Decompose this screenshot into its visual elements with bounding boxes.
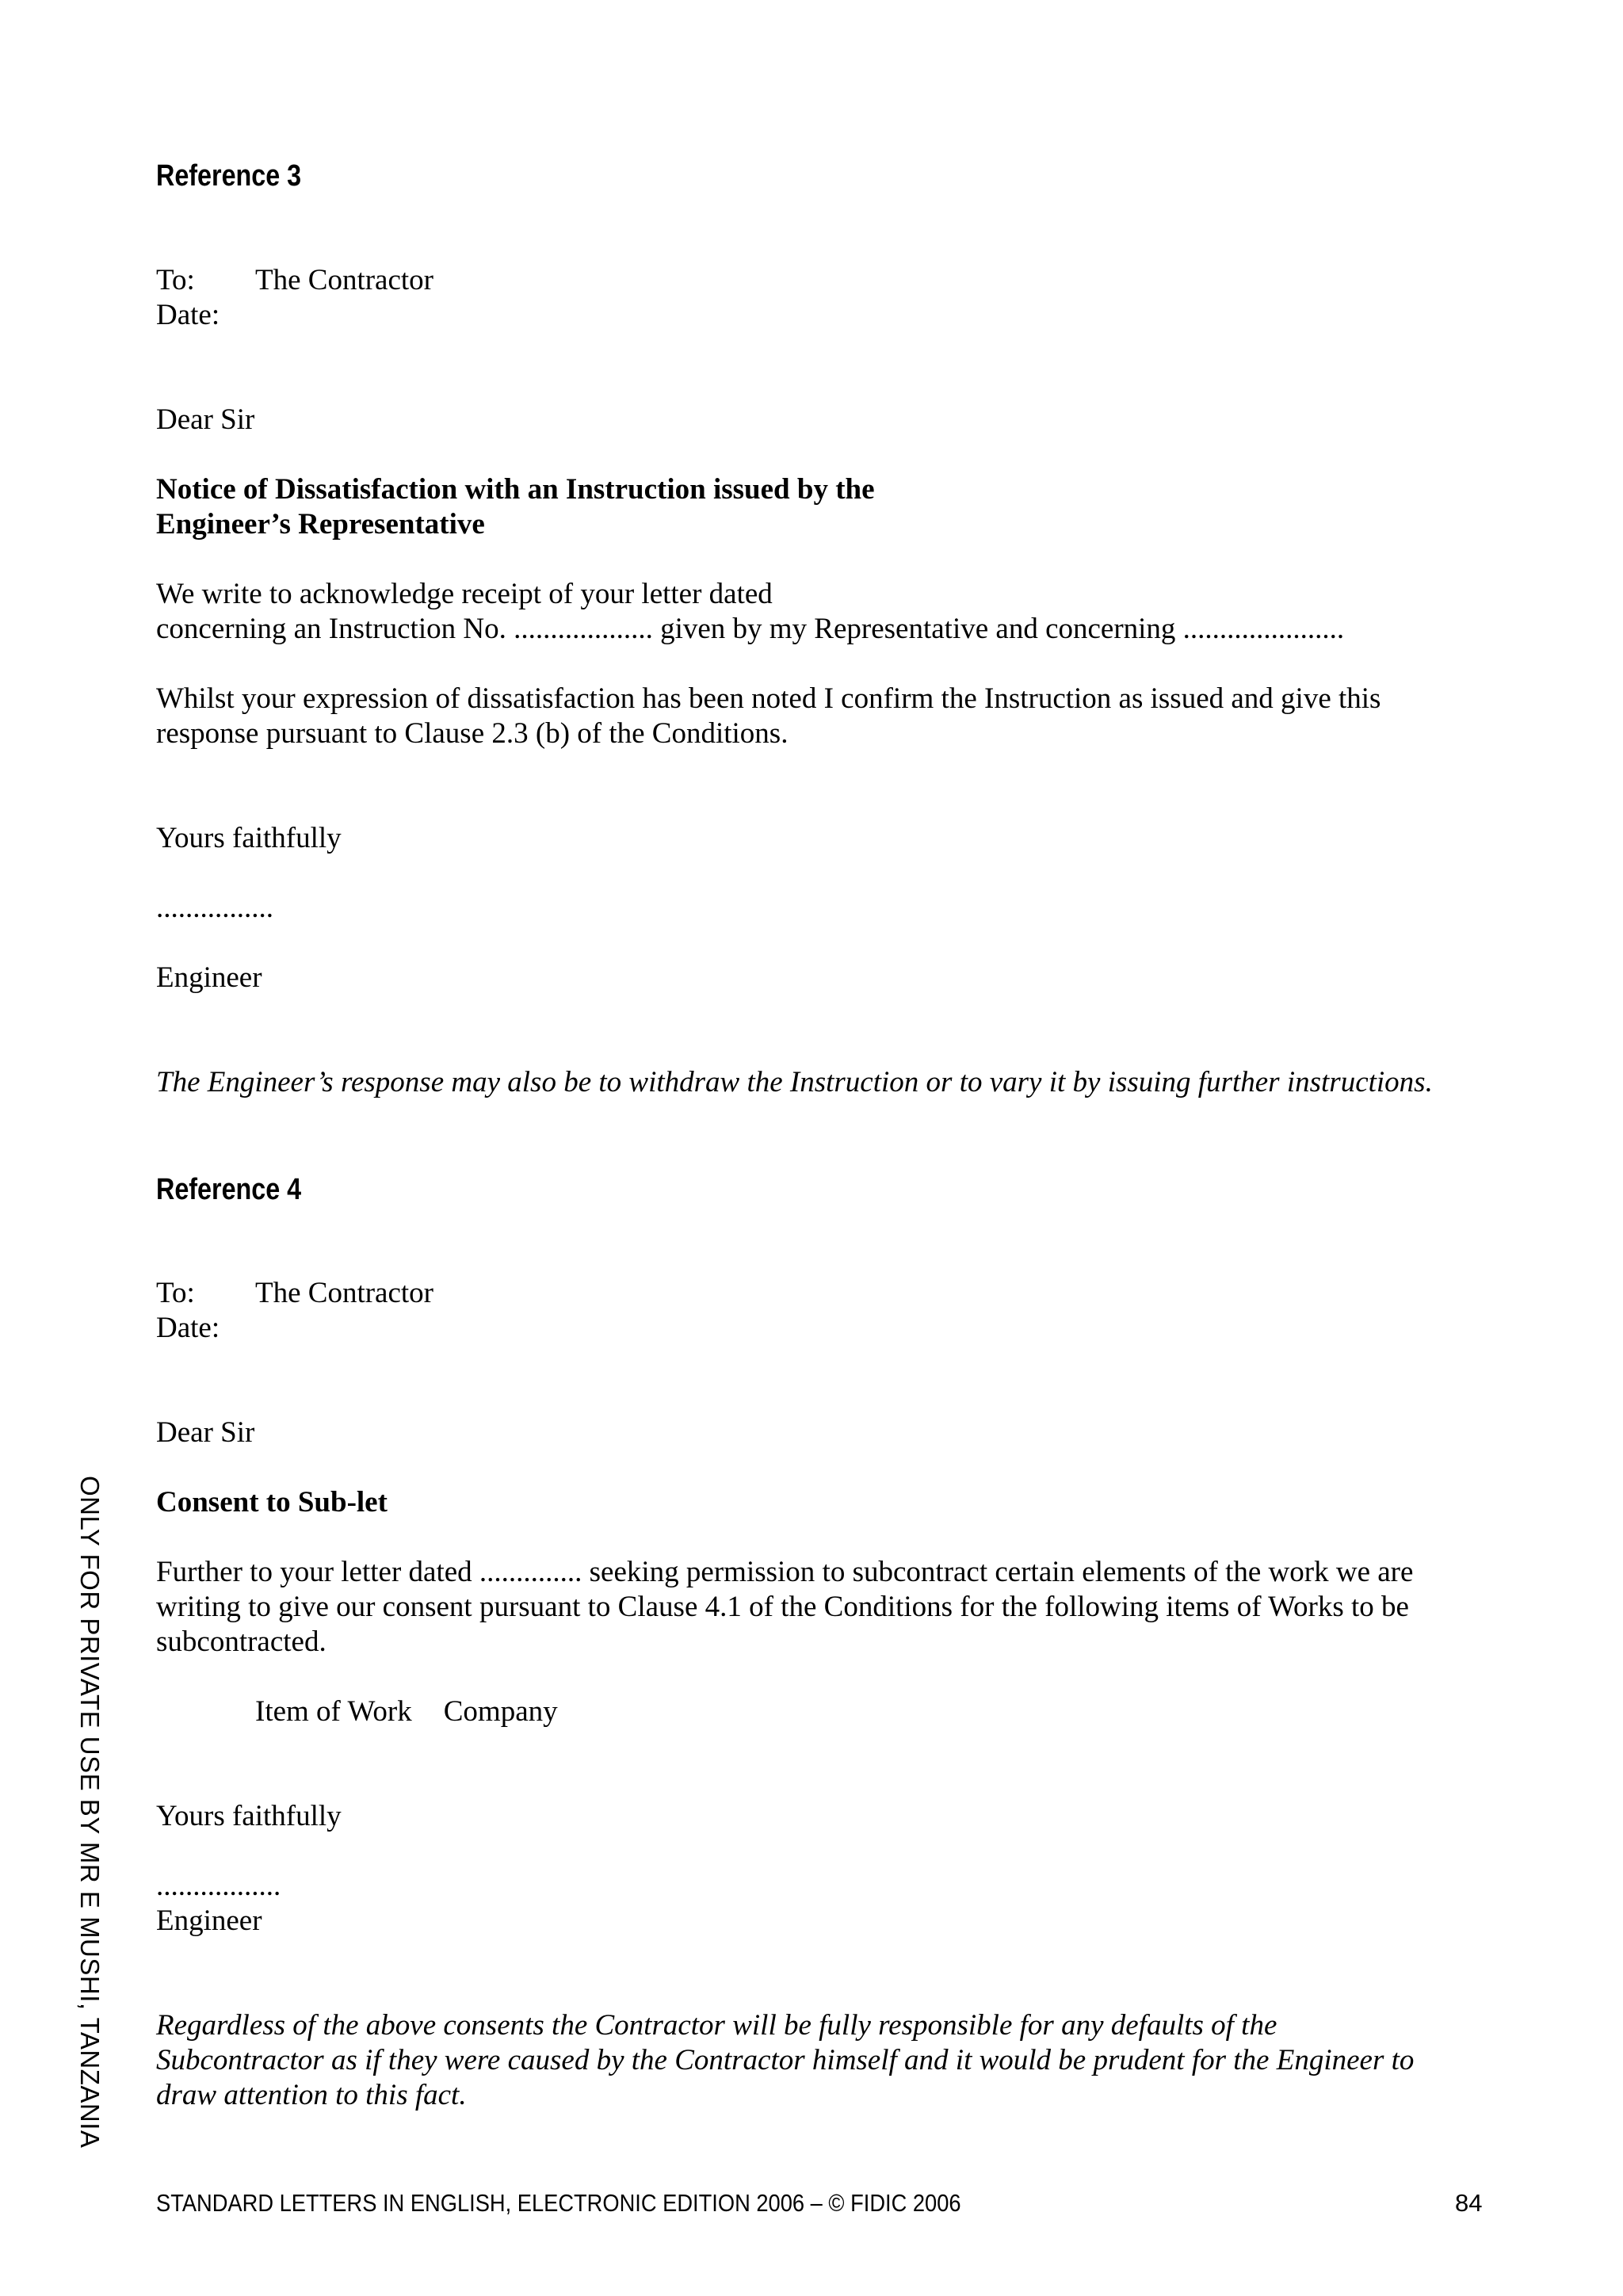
company-column: Company xyxy=(443,1695,558,1728)
page-number: 84 xyxy=(1455,2189,1483,2217)
reference-3-heading: Reference 3 xyxy=(156,159,302,193)
to-label: To: xyxy=(156,264,195,296)
item-of-work-column: Item of Work xyxy=(255,1695,412,1728)
reference-3-para-2-line-1: Whilst your expression of dissatisfaction has been noted I confirm the Instruction as issued and give this xyxy=(156,682,1381,715)
to-recipient: The Contractor xyxy=(255,1277,433,1309)
reference-3-to-line xyxy=(156,263,433,298)
reference-3-signature-line: ................ xyxy=(156,892,273,924)
reference-3-date-label: Date: xyxy=(156,299,220,331)
reference-4-to-line xyxy=(156,1276,433,1311)
to-label: To: xyxy=(156,1277,195,1309)
reference-4-note-line-1: Regardless of the above consents the Contractor will be fully responsible for any defaults of the xyxy=(156,2009,1277,2042)
reference-4-date-label: Date: xyxy=(156,1312,220,1344)
reference-4-signature-line: ................. xyxy=(156,1870,281,1902)
reference-4-para-1-line-2: writing to give our consent pursuant to Clause 4.1 of the Conditions for the following items of Works to be xyxy=(156,1591,1409,1623)
reference-4-subject: Consent to Sub-let xyxy=(156,1486,388,1519)
reference-4-note-line-3: draw attention to this fact. xyxy=(156,2079,467,2111)
reference-4-para-1-line-3: subcontracted. xyxy=(156,1626,327,1658)
to-recipient: The Contractor xyxy=(255,264,433,296)
reference-4-note-line-2: Subcontractor as if they were caused by the Contractor himself and it would be prudent for the Engineer to xyxy=(156,2044,1415,2076)
reference-3-closing: Yours faithfully xyxy=(156,822,342,854)
reference-3-para-2-line-2: response pursuant to Clause 2.3 (b) of the Conditions. xyxy=(156,717,789,750)
reference-3-salutation: Dear Sir xyxy=(156,403,255,436)
reference-4-heading: Reference 4 xyxy=(156,1173,302,1206)
private-use-watermark: ONLY FOR PRIVATE USE BY MR E MUSHI, TANZANIA xyxy=(75,1476,105,2149)
footer-copyright: STANDARD LETTERS IN ENGLISH, ELECTRONIC EDITION 2006 – © FIDIC 2006 xyxy=(156,2189,961,2217)
reference-3-para-1-line-1: We write to acknowledge receipt of your letter dated xyxy=(156,578,773,610)
reference-4-para-1-line-1: Further to your letter dated .............. seeking permission to subcontract certain elements of the work we are xyxy=(156,1556,1414,1588)
reference-3-subject-line-2: Engineer’s Representative xyxy=(156,508,485,541)
reference-3-para-1-line-2: concerning an Instruction No. ................... given by my Representative and concerning ...................... xyxy=(156,613,1345,645)
reference-3-subject-line-1: Notice of Dissatisfaction with an Instruction issued by the xyxy=(156,473,875,506)
reference-4-items-table-header xyxy=(255,1694,558,1729)
reference-3-signatory: Engineer xyxy=(156,961,262,994)
reference-4-salutation: Dear Sir xyxy=(156,1416,255,1449)
reference-3-note: The Engineer’s response may also be to withdraw the Instruction or to vary it by issuing further instructions. xyxy=(156,1066,1433,1098)
reference-4-signatory: Engineer xyxy=(156,1904,262,1937)
reference-4-closing: Yours faithfully xyxy=(156,1800,342,1832)
